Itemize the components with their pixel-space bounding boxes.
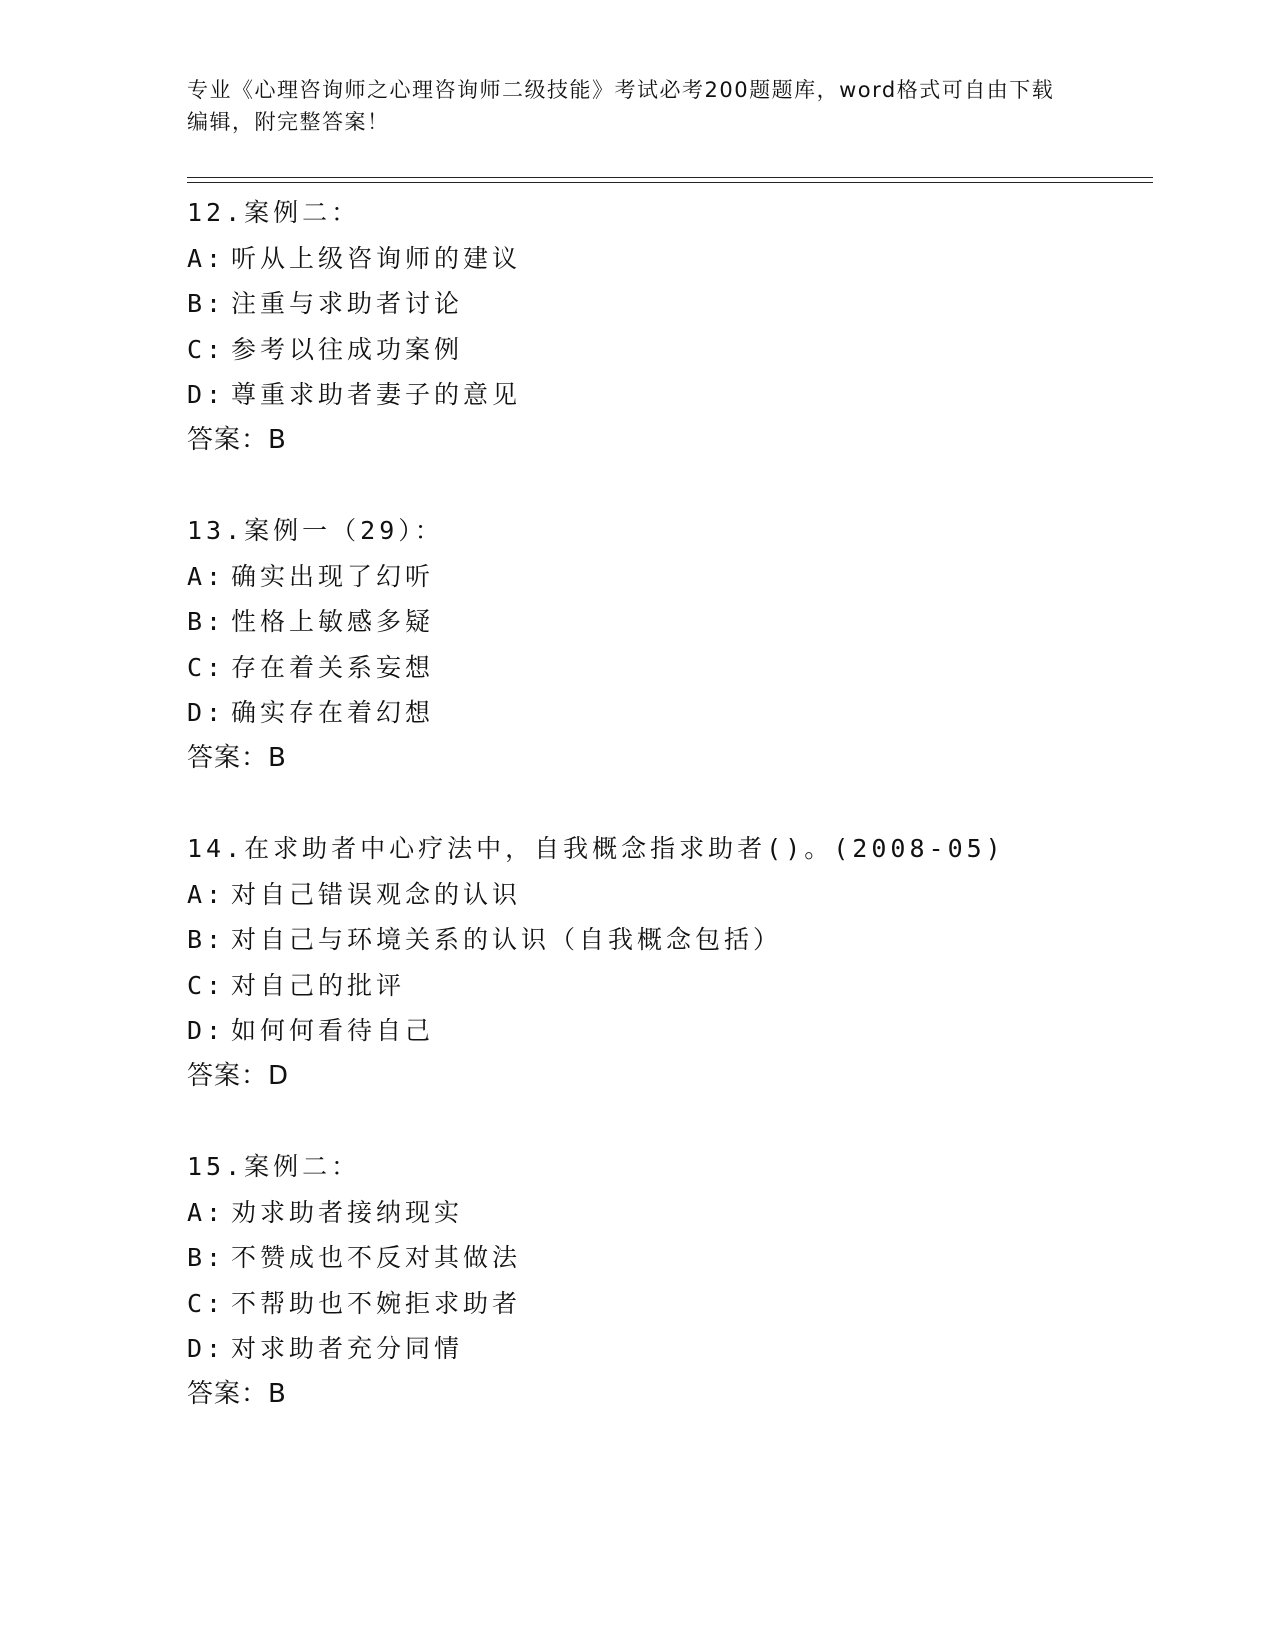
- option-c: [187, 1281, 1153, 1327]
- question-number: 13.: [187, 516, 245, 545]
- question-number: 15.: [187, 1152, 245, 1181]
- option-d: [187, 1326, 1153, 1372]
- option-key: A:: [187, 561, 226, 591]
- option-key: D:: [187, 1334, 226, 1363]
- answer-line: [187, 736, 1153, 782]
- option-b: [187, 917, 1153, 963]
- option-key: D:: [187, 380, 226, 409]
- option-d: [187, 690, 1153, 736]
- option-key: A:: [187, 243, 226, 273]
- option-text: 确实存在着幻想: [231, 698, 435, 727]
- option-a: [187, 554, 1153, 600]
- answer-label: 答案：: [187, 424, 269, 455]
- option-b: [187, 281, 1153, 327]
- question-13: [187, 508, 1153, 781]
- question-text: 案例二：: [244, 198, 361, 227]
- option-text: 参考以往成功案例: [231, 334, 464, 364]
- answer-value: B: [268, 424, 287, 455]
- option-key: B:: [187, 1243, 226, 1272]
- question-list: [187, 190, 1153, 1462]
- option-key: D:: [187, 698, 226, 727]
- question-stem: [187, 1144, 1153, 1190]
- option-key: C:: [187, 652, 226, 682]
- answer-label: 答案：: [187, 1378, 269, 1409]
- question-text: 在求助者中心疗法中，自我概念指求助者()。(2008-05): [244, 834, 1005, 863]
- option-a: [187, 872, 1153, 918]
- option-key: A:: [187, 1197, 226, 1227]
- question-14: [187, 826, 1153, 1099]
- option-text: 性格上敏感多疑: [231, 607, 435, 636]
- option-text: 劝求助者接纳现实: [231, 1197, 464, 1227]
- question-12: [187, 190, 1153, 463]
- option-key: B:: [187, 607, 226, 636]
- question-stem: [187, 190, 1153, 236]
- option-text: 对自己与环境关系的认识（自我概念包括）: [231, 925, 783, 954]
- header-divider-top: [187, 177, 1153, 178]
- option-text: 存在着关系妄想: [231, 652, 435, 682]
- option-key: C:: [187, 1288, 226, 1318]
- question-15: [187, 1144, 1153, 1417]
- answer-line: [187, 1054, 1153, 1100]
- option-text: 确实出现了幻听: [231, 561, 435, 591]
- option-key: C:: [187, 334, 226, 364]
- option-c: [187, 963, 1153, 1009]
- answer-line: [187, 1372, 1153, 1418]
- option-text: 对求助者充分同情: [231, 1334, 464, 1363]
- option-text: 对自己的批评: [231, 970, 406, 1000]
- option-key: C:: [187, 970, 226, 1000]
- answer-value: D: [268, 1060, 290, 1091]
- question-stem: [187, 826, 1153, 872]
- answer-value: B: [268, 742, 287, 773]
- answer-line: [187, 418, 1153, 464]
- header-note: 专业《心理咨询师之心理咨询师二级技能》考试必考200题题库，word格式可自由下载编辑，附完整答案！: [187, 78, 1055, 134]
- option-c: [187, 645, 1153, 691]
- option-b: [187, 1235, 1153, 1281]
- question-number: 12.: [187, 198, 245, 227]
- question-stem: [187, 508, 1153, 554]
- option-text: 如何何看待自己: [231, 1016, 435, 1045]
- option-text: 尊重求助者妻子的意见: [231, 380, 522, 409]
- option-b: [187, 599, 1153, 645]
- option-text: 注重与求助者讨论: [231, 289, 464, 318]
- option-c: [187, 327, 1153, 373]
- option-text: 对自己错误观念的认识: [231, 879, 522, 909]
- answer-value: B: [268, 1378, 287, 1409]
- option-text: 不帮助也不婉拒求助者: [231, 1288, 522, 1318]
- question-text: 案例二：: [244, 1152, 361, 1181]
- option-key: B:: [187, 289, 226, 318]
- option-key: B:: [187, 925, 226, 954]
- option-d: [187, 372, 1153, 418]
- option-d: [187, 1008, 1153, 1054]
- header-divider-bottom: [187, 182, 1153, 183]
- option-key: A:: [187, 879, 226, 909]
- option-text: 听从上级咨询师的建议: [231, 243, 522, 273]
- question-number: 14.: [187, 834, 245, 863]
- option-text: 不赞成也不反对其做法: [231, 1243, 522, 1272]
- option-a: [187, 1190, 1153, 1236]
- question-text: 案例一（29）：: [244, 516, 444, 545]
- option-a: [187, 236, 1153, 282]
- option-key: D:: [187, 1016, 226, 1045]
- answer-label: 答案：: [187, 742, 269, 773]
- answer-label: 答案：: [187, 1060, 269, 1091]
